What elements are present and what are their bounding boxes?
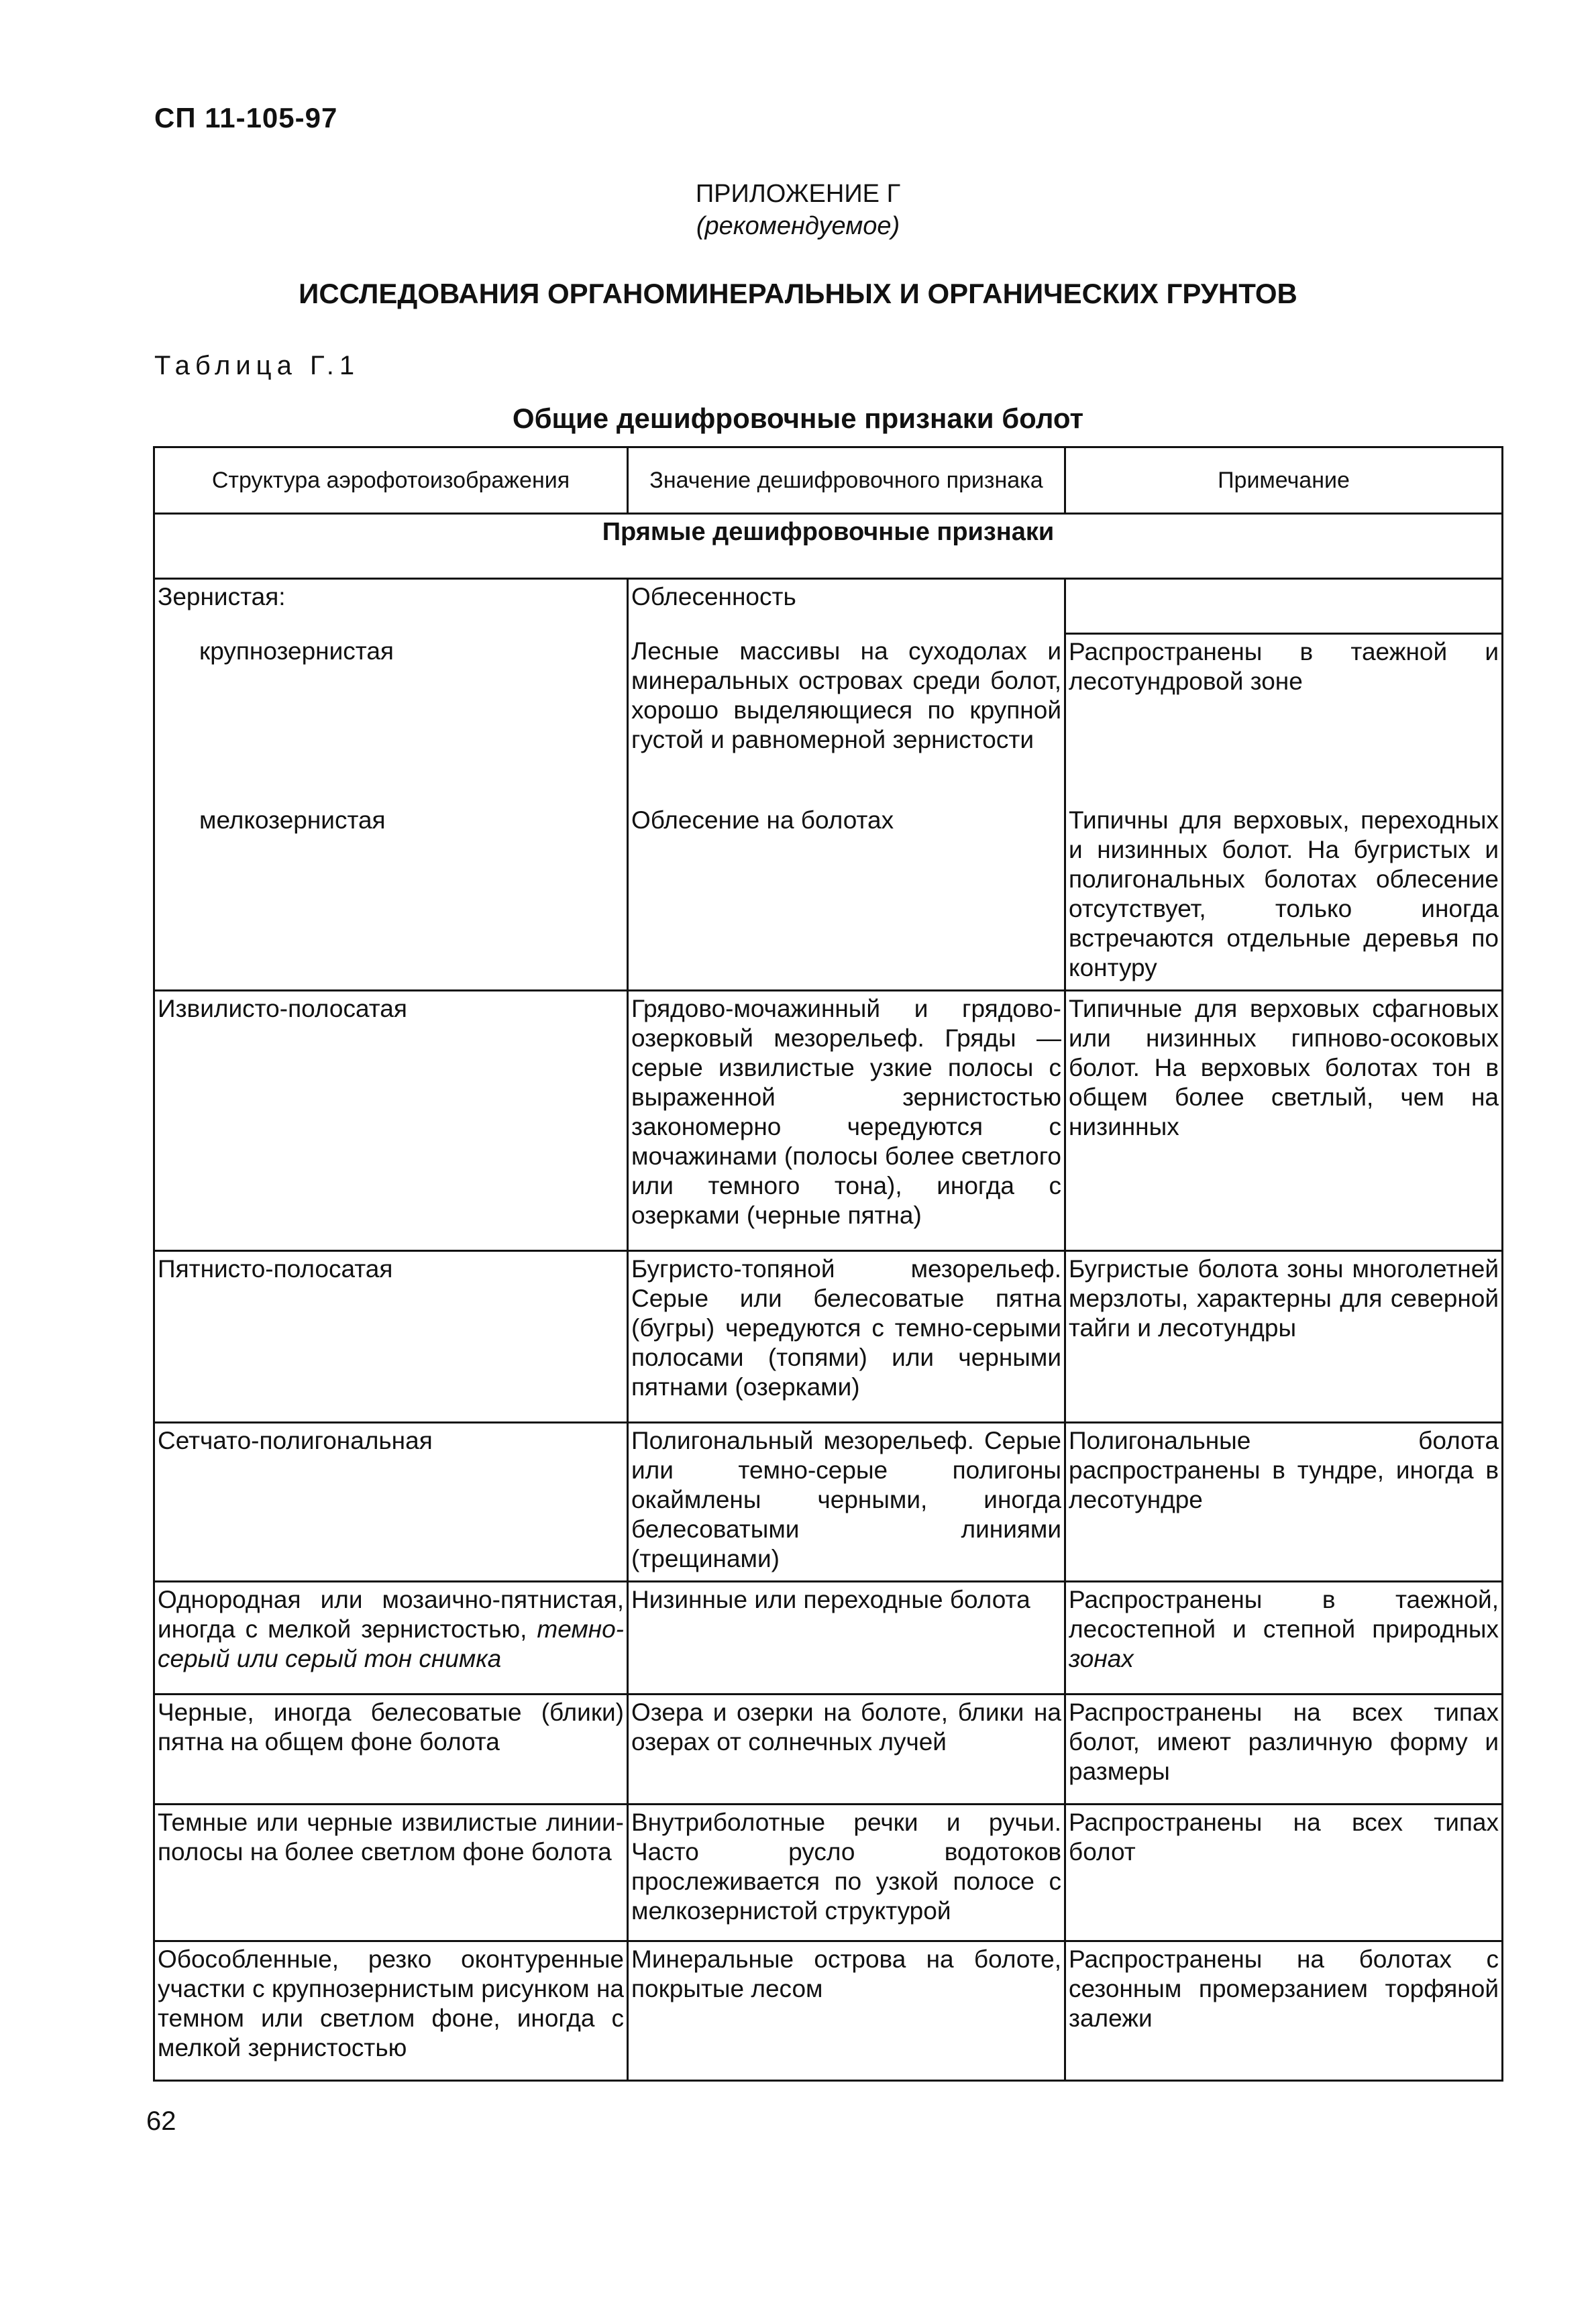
page-title: ИССЛЕДОВАНИЯ ОРГАНОМИНЕРАЛЬНЫХ И ОРГАНИЧЕСКИХ ГРУНТОВ [299,278,1297,309]
table-row [154,634,1503,803]
cell-meaning: Внутриболотные речки и ручьи. Часто русло водотоков прослеживается по узкой полосе с мелкозернистой структурой [628,1804,1065,1941]
table-row [154,1250,1503,1422]
cell-meaning: Озера и озерки на болоте, блики на озерах от солнечных лучей [628,1694,1065,1804]
cell-structure-text: Однородная или мозаично-пятнистая, иногда с мелкой зернистостью, [158,1585,624,1643]
table-row [154,1581,1503,1694]
appendix-note: (рекомендуемое) [696,212,900,240]
cell-note: Бугристые болота зоны многолетней мерзлоты, характерны для северной тайги и лесотундры [1065,1250,1503,1422]
cell-structure [154,803,628,991]
table-row [154,1694,1503,1804]
cell-structure: Сетчато-полигональная [154,1422,628,1581]
cell-structure: Извилисто-полосатая [154,990,628,1250]
column-header-meaning: Значение дешифровочного признака [628,447,1065,514]
table-row [154,1941,1503,2080]
cell-structure: Темные или черные извилистые линии-полосы на более светлом фоне болота [154,1804,628,1941]
table-title: Общие дешифровочные признаки болот [512,402,1084,434]
cell-note [1065,1581,1503,1694]
cell-note-text: Распространены в таежной, лесостепной и степной природных [1069,1585,1499,1643]
section-title: Прямые дешифровочные признаки [154,514,1503,579]
cell-meaning: Лесные массивы на суходолах и минеральных островах среди болот, хорошо выделяющиеся по крупной густой и равномерной зернистости [628,634,1065,803]
cell-note: Типичные для верховых сфагновых или низинных гипново-осоковых болот. На верховых болотах тон в общем более светлый, чем на низинных [1065,990,1503,1250]
table-label: Таблица Г.1 [154,351,360,380]
cell-note: Полигональные болота распространены в тундре, иногда в лесотундре [1065,1422,1503,1581]
table-row [154,1804,1503,1941]
cell-note: Распространены на болотах с сезонным промерзанием торфяной залежи [1065,1941,1503,2080]
cell-structure: Пятнисто-полосатая [154,1250,628,1422]
cell-structure-text: мелкозернистая [199,806,386,834]
page-number: 62 [146,2106,176,2136]
table-row [154,579,1503,634]
table-row [154,990,1503,1250]
document-code: СП 11-105-97 [154,102,338,133]
cell-meaning: Низинные или переходные болота [628,1581,1065,1694]
cell-structure [154,1581,628,1694]
cell-structure-text: крупнозернистая [199,637,394,665]
column-header-note: Примечание [1065,447,1503,514]
table-row [154,803,1503,991]
cell-note: Распространены на всех типах болот [1065,1804,1503,1941]
cell-structure [154,634,628,803]
cell-meaning: Полигональный мезорельеф. Серые или темно-серые полигоны окаймлены черными, иногда белесоватыми линиями (трещинами) [628,1422,1065,1581]
table-row [154,1422,1503,1581]
cell-meaning: Грядово-мочажинный и грядово-озерковый мезорельеф. Гряды — серые извилистые узкие полосы с выраженной зернистостью закономерно чередуются с мочажинами (полосы более светлого или темного тона), иногда с озерками (черные пятна) [628,990,1065,1250]
cell-note [1065,579,1503,634]
cell-note: Типичны для верховых, переходных и низинных болот. На бугристых и полигональных болотах облесение отсутствует, только иногда встречаются отдельные деревья по контуру [1065,803,1503,991]
cell-meaning: Бугристо-топяной мезорельеф. Серые или белесоватые пятна (бугры) чередуются с темно-серыми полосами (топями) или черными пятнами (озерками) [628,1250,1065,1422]
swamp-features-table [153,446,1503,2082]
appendix-heading: ПРИЛОЖЕНИЕ Г [695,180,901,208]
table-header-row [154,447,1503,514]
cell-note: Распространены на всех типах болот, имеют различную форму и размеры [1065,1694,1503,1804]
cell-structure: Зернистая: [154,579,628,634]
cell-structure: Обособленные, резко оконтуренные участки с крупнозернистым рисунком на темном или светлом фоне, иногда с мелкой зернистостью [154,1941,628,2080]
cell-structure-italic: темно-серый или серый тон снимка [158,1615,624,1672]
section-row [154,514,1503,579]
cell-meaning: Минеральные острова на болоте, покрытые лесом [628,1941,1065,2080]
cell-note-italic: зонах [1069,1644,1134,1672]
column-header-structure: Структура аэрофотоизображения [154,447,628,514]
cell-meaning: Облесение на болотах [628,803,1065,991]
cell-meaning: Облесенность [628,579,1065,634]
cell-note: Распространены в таежной и лесотундровой зоне [1065,634,1503,803]
cell-structure: Черные, иногда белесоватые (блики) пятна на общем фоне болота [154,1694,628,1804]
